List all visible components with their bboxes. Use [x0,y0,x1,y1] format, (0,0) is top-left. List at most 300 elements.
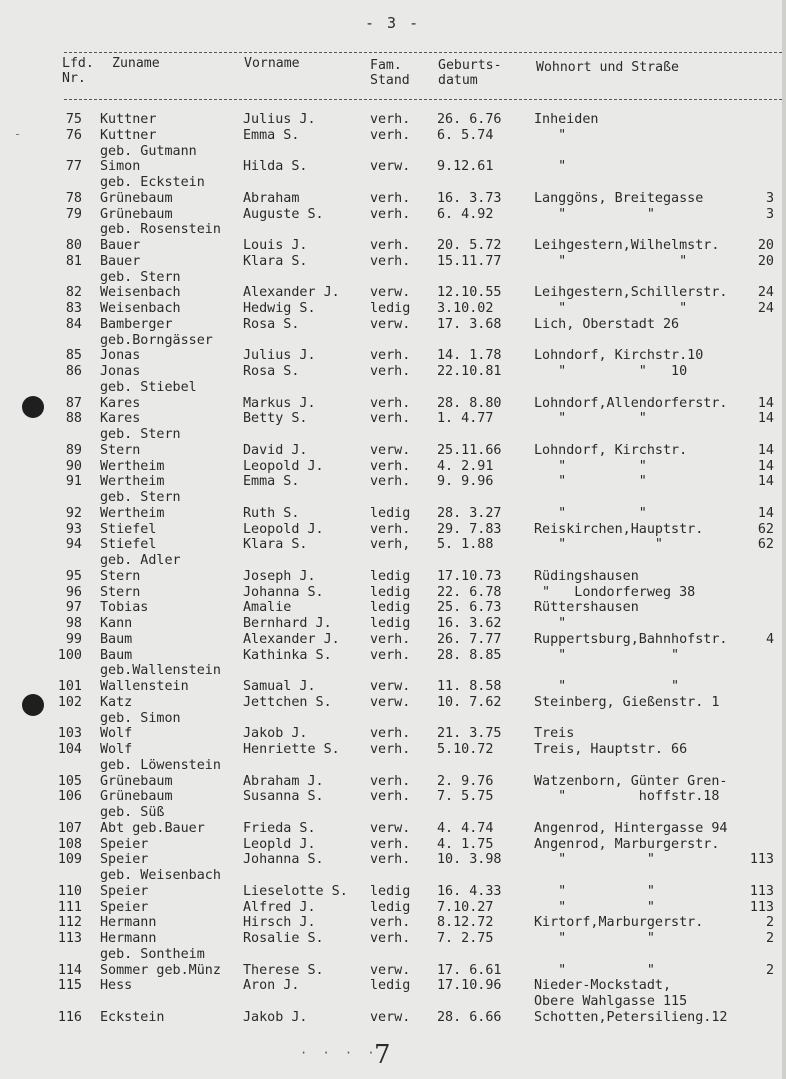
marital-status: verh. [370,521,411,537]
surname: geb.Wallenstein [100,663,221,679]
row-number: 100 [57,647,82,663]
surname: Kuttner [100,112,157,127]
surname: Grünebaum [100,190,173,206]
address: " " [534,899,655,915]
address: " hoffstr.18 [534,789,720,805]
birth-date: 17. 3.68 [437,316,502,332]
house-number: 113 [749,852,774,868]
house-number: 113 [749,899,774,915]
address: Lohndorf, Kirchstr.10 [534,348,704,364]
marital-status: ledig [370,505,411,521]
address: Obere Wahlgasse 115 [534,994,688,1009]
surname: Simon [100,159,141,175]
marital-status: verh. [370,112,411,127]
first-name: Frieda S. [243,820,316,836]
house-number: 24 [757,301,774,316]
table-row [0,569,786,585]
table-row [0,112,786,128]
birth-date: 16. 3.62 [437,616,502,631]
header-fam-stand: Fam. Stand [370,58,410,88]
table-row [0,963,786,979]
address: Kirtorf,Marburgerstr. [534,915,704,931]
birth-date: 28. 6.66 [437,1009,502,1025]
first-name: Abraham J. [243,773,324,789]
address: Reiskirchen,Hauptstr. [534,521,704,537]
first-name: Bernhard J. [243,616,332,631]
first-name: Jakob J. [243,726,308,742]
row-number: 87 [65,395,82,411]
surname: Stiefel [100,521,157,537]
table-row [0,852,786,868]
row-number: 116 [57,1009,82,1025]
address: Treis [534,726,575,742]
birth-date: 9.12.61 [437,159,494,175]
marital-status: verh. [370,726,411,742]
birth-date: 14. 1.78 [437,348,502,364]
marital-status: verh. [370,206,411,222]
row-number: 97 [65,600,82,616]
address: " " [534,505,647,521]
address: Watzenborn, Günter Gren- [534,773,728,789]
row-number: 112 [57,915,82,931]
address: Treis, Hauptstr. 66 [534,742,688,757]
row-number: 90 [65,458,82,474]
address: " " [534,647,680,663]
marital-status: verh. [370,852,411,868]
punch-hole-lower [22,694,44,716]
row-number: 110 [57,883,82,899]
margin-dash-mark: - [14,127,22,141]
table-row [0,648,786,664]
row-number: 101 [57,679,82,694]
first-name: Jakob J. [243,1009,308,1025]
row-number: 115 [57,978,82,994]
marital-status: verh. [370,915,411,931]
row-number: 81 [65,253,82,269]
marital-status: verw. [370,694,411,710]
surname: geb. Weisenbach [100,868,221,883]
birth-date: 20. 5.72 [437,238,502,253]
address: Angenrod, Hintergasse 94 [534,820,728,836]
marital-status: verh. [370,253,411,269]
birth-date: 17.10.96 [437,978,502,994]
table-row-continuation [0,333,786,349]
birth-date: 8.12.72 [437,915,494,931]
table-row [0,679,786,695]
address: Lohndorf,Allendorferstr. [534,395,728,411]
birth-date: 15.11.77 [437,253,502,269]
address: Rüdingshausen [534,568,639,584]
row-number: 77 [65,159,82,175]
birth-date: 22. 6.78 [437,584,502,600]
first-name: Jettchen S. [243,694,332,710]
row-number: 98 [65,616,82,631]
surname: geb. Gutmann [100,143,197,159]
table-row [0,1010,786,1026]
surname: Hess [100,978,133,994]
table-row-continuation [0,868,786,884]
header-bottom-rule [64,99,782,100]
table-row-continuation [0,380,786,396]
birth-date: 7.10.27 [437,899,494,915]
address: Schotten,Petersilieng.12 [534,1009,728,1025]
surname: Eckstein [100,1009,165,1025]
first-name: Julius J. [243,112,316,127]
surname: Stern [100,584,141,600]
birth-date: 11. 8.58 [437,679,502,694]
house-number: 20 [757,253,774,269]
first-name: Klara S. [243,537,308,553]
birth-date: 9. 9.96 [437,474,494,490]
table-row [0,411,786,427]
first-name: Markus J. [243,395,316,411]
surname: geb. Süß [100,805,165,820]
surname: Kares [100,411,141,427]
birth-date: 29. 7.83 [437,521,502,537]
surname: Grünebaum [100,789,173,805]
house-number: 2 [765,915,774,931]
surname: Jonas [100,348,141,364]
address: " " [534,253,688,269]
birth-date: 28. 8.80 [437,395,502,411]
register-table [0,112,786,1026]
surname: Wertheim [100,458,165,474]
punch-hole-upper [22,396,44,418]
address: " " [534,883,655,899]
house-number: 113 [749,883,774,899]
marital-status: ledig [370,899,411,915]
table-row [0,317,786,333]
surname: Bauer [100,253,141,269]
table-row-continuation [0,553,786,569]
table-row [0,191,786,207]
marital-status: verh. [370,931,411,946]
surname: geb. Adler [100,553,181,568]
first-name: Hilda S. [243,159,308,175]
marital-status: ledig [370,568,411,584]
table-row-continuation [0,427,786,443]
address: Steinberg, Gießenstr. 1 [534,694,720,710]
address: Lich, Oberstadt 26 [534,316,680,332]
birth-date: 21. 3.75 [437,726,502,742]
marital-status: ledig [370,301,411,316]
row-number: 92 [65,505,82,521]
surname: Speier [100,899,149,915]
surname: Grünebaum [100,773,173,789]
birth-date: 2. 9.76 [437,773,494,789]
birth-date: 4. 4.74 [437,820,494,836]
address: " " [534,458,647,474]
surname: Hermann [100,931,157,946]
surname: Tobias [100,600,149,616]
row-number: 75 [65,112,82,127]
row-number: 79 [65,206,82,222]
surname: geb. Löwenstein [100,757,221,773]
row-number: 80 [65,238,82,253]
table-row [0,238,786,254]
surname: Katz [100,694,133,710]
surname: Hermann [100,915,157,931]
table-row [0,301,786,317]
surname: Wolf [100,742,133,757]
marital-status: verw. [370,679,411,694]
table-row [0,600,786,616]
birth-date: 17. 6.61 [437,962,502,978]
table-row [0,821,786,837]
birth-date: 3.10.02 [437,301,494,316]
first-name: Betty S. [243,411,308,427]
marital-status: ledig [370,883,411,899]
row-number: 93 [65,521,82,537]
table-row [0,789,786,805]
row-number: 83 [65,301,82,316]
house-number: 14 [757,395,774,411]
marital-status: verw. [370,316,411,332]
birth-date: 26. 6.76 [437,112,502,127]
surname: geb. Stern [100,427,181,442]
row-number: 88 [65,411,82,427]
surname: geb. Simon [100,710,181,726]
marital-status: verh. [370,127,411,143]
house-number: 14 [757,505,774,521]
house-number: 14 [757,458,774,474]
header-top-rule [64,52,782,53]
marital-status: verw. [370,1009,411,1025]
address: " " [534,537,663,553]
marital-status: verh. [370,631,411,647]
row-number: 114 [57,962,82,978]
birth-date: 25.11.66 [437,442,502,458]
table-row-continuation [0,175,786,191]
table-row [0,616,786,632]
marital-status: verh. [370,789,411,805]
first-name: Leopold J. [243,458,324,474]
birth-date: 25. 6.73 [437,600,502,616]
birth-date: 6. 4.92 [437,206,494,222]
first-name: Samual J. [243,679,316,694]
table-row [0,900,786,916]
marital-status: verh, [370,537,411,553]
table-row [0,726,786,742]
first-name: Klara S. [243,253,308,269]
surname: Wolf [100,726,133,742]
table-row [0,348,786,364]
house-number: 14 [757,411,774,427]
table-row [0,837,786,853]
marital-status: verh. [370,836,411,852]
table-row [0,774,786,790]
table-row [0,931,786,947]
address: " [534,616,567,631]
address: " " [534,411,647,427]
first-name: Henriette S. [243,742,340,757]
table-row [0,443,786,459]
header-wohnort: Wohnort und Straße [536,60,679,75]
address: Leihgestern,Wilhelmstr. [534,238,720,253]
table-row-continuation [0,758,786,774]
row-number: 85 [65,348,82,364]
row-number: 108 [57,836,82,852]
table-row [0,207,786,223]
house-number: 3 [765,206,774,222]
surname: Kuttner [100,127,157,143]
house-number: 14 [757,442,774,458]
house-number: 3 [765,190,774,206]
address: " " 10 [534,364,688,379]
table-row-continuation [0,663,786,679]
first-name: Lieselotte S. [243,883,348,899]
surname: Kares [100,395,141,411]
birth-date: 16. 3.73 [437,190,502,206]
surname: Wallenstein [100,679,189,694]
table-row [0,254,786,270]
address: " " [534,301,688,316]
table-row-continuation [0,270,786,286]
birth-date: 17.10.73 [437,568,502,584]
first-name: Johanna S. [243,852,324,868]
marital-status: verh. [370,474,411,490]
address: " " [534,962,655,978]
house-number: 20 [757,238,774,253]
table-row [0,459,786,475]
address: " " [534,931,655,946]
birth-date: 26. 7.77 [437,631,502,647]
address: Leihgestern,Schillerstr. [534,285,728,301]
first-name: Hirsch J. [243,915,316,931]
first-name: Aron J. [243,978,300,994]
house-number: 2 [765,962,774,978]
birth-date: 4. 1.75 [437,836,494,852]
birth-date: 5. 1.88 [437,537,494,553]
row-number: 94 [65,537,82,553]
surname: geb. Stern [100,269,181,285]
surname: Baum [100,647,133,663]
birth-date: 7. 2.75 [437,931,494,946]
marital-status: verh. [370,411,411,427]
birth-date: 5.10.72 [437,742,494,757]
first-name: Rosa S. [243,316,300,332]
surname: Grünebaum [100,206,173,222]
row-number: 106 [57,789,82,805]
marital-status: verw. [370,962,411,978]
marital-status: verw. [370,159,411,175]
birth-date: 4. 2.91 [437,458,494,474]
first-name: Susanna S. [243,789,324,805]
table-row [0,396,786,412]
first-name: Julius J. [243,348,316,364]
surname: Bauer [100,238,141,253]
table-row [0,128,786,144]
table-row [0,159,786,175]
birth-date: 28. 3.27 [437,505,502,521]
address: Ruppertsburg,Bahnhofstr. [534,631,728,647]
row-number: 96 [65,584,82,600]
row-number: 113 [57,931,82,946]
house-number: 24 [757,285,774,301]
row-number: 84 [65,316,82,332]
surname: Stern [100,568,141,584]
table-row [0,506,786,522]
first-name: Leopld J. [243,836,316,852]
marital-status: verw. [370,442,411,458]
row-number: 103 [57,726,82,742]
table-row-continuation [0,994,786,1010]
house-number: 62 [757,537,774,553]
marital-status: verh. [370,348,411,364]
surname: geb. Sontheim [100,946,205,962]
row-number: 102 [57,694,82,710]
address: Angenrod, Marburgerstr. [534,836,720,852]
row-number: 86 [65,364,82,379]
surname: Speier [100,883,149,899]
house-number: 2 [765,931,774,946]
marital-status: verh. [370,364,411,379]
header-vorname: Vorname [244,56,300,71]
header-geburtsdatum: Geburts- datum [438,58,502,88]
table-row [0,474,786,490]
table-row-continuation [0,144,786,160]
surname: geb. Eckstein [100,175,205,190]
table-row-continuation [0,490,786,506]
marital-status: verh. [370,458,411,474]
birth-date: 22.10.81 [437,364,502,379]
marital-status: verh. [370,647,411,663]
marital-status: ledig [370,600,411,616]
marital-status: ledig [370,584,411,600]
marital-status: verh. [370,395,411,411]
house-number: 4 [765,631,774,647]
first-name: Kathinka S. [243,647,332,663]
surname: Wertheim [100,474,165,490]
row-number: 89 [65,442,82,458]
address: " " [534,206,655,222]
surname: Stern [100,442,141,458]
birth-date: 16. 4.33 [437,883,502,899]
first-name: Leopold J. [243,521,324,537]
birth-date: 10. 3.98 [437,852,502,868]
row-number: 82 [65,285,82,301]
table-row-continuation [0,947,786,963]
surname: Weisenbach [100,285,181,301]
first-name: Amalie [243,600,292,616]
first-name: David J. [243,442,308,458]
address: Inheiden [534,112,599,127]
surname: Bamberger [100,316,173,332]
row-number: 109 [57,852,82,868]
birth-date: 6. 5.74 [437,127,494,143]
surname: geb.Borngässer [100,332,213,348]
table-row [0,978,786,994]
first-name: Ruth S. [243,505,300,521]
address: " " [534,474,647,490]
first-name: Rosa S. [243,364,300,379]
table-row [0,285,786,301]
birth-date: 10. 7.62 [437,694,502,710]
header-lfd-nr: Lfd. Nr. [62,56,94,86]
surname: Sommer geb.Münz [100,962,221,978]
surname: Wertheim [100,505,165,521]
table-row [0,632,786,648]
address: " Londorferweg 38 [534,584,696,600]
house-number: 62 [757,521,774,537]
table-row [0,884,786,900]
first-name: Louis J. [243,238,308,253]
marital-status: verh. [370,773,411,789]
row-number: 91 [65,474,82,490]
surname: Kann [100,616,133,631]
surname: Speier [100,852,149,868]
table-row [0,695,786,711]
